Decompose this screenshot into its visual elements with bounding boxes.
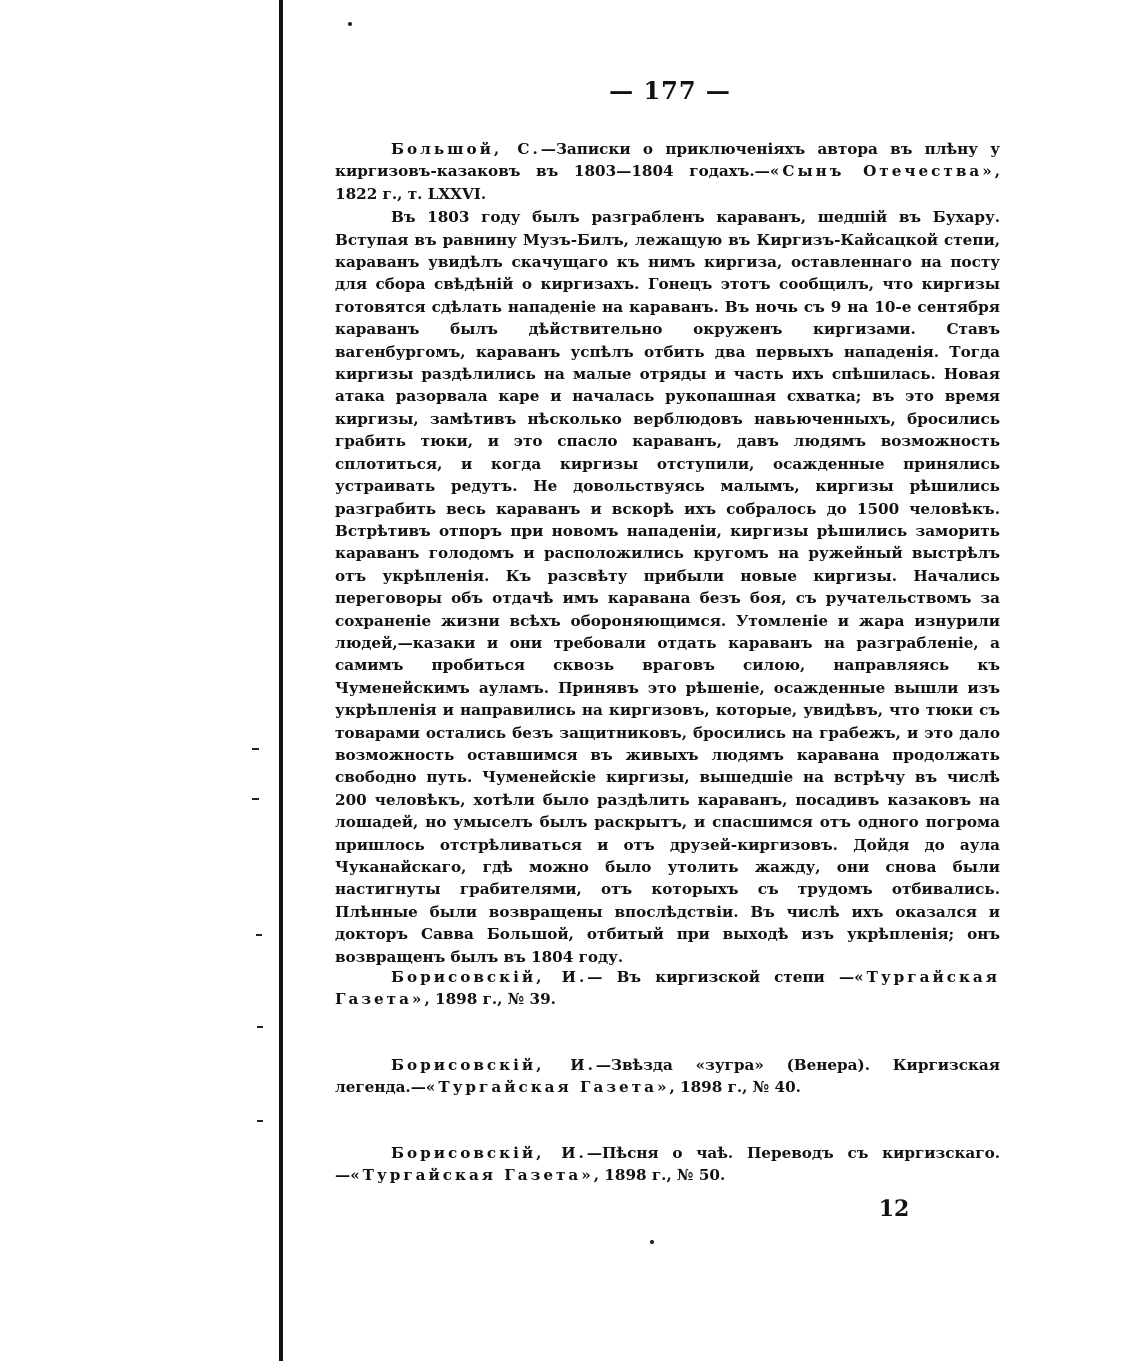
scan-speck [256,934,262,936]
entry-citation [335,138,1000,205]
scan-speck [348,22,352,26]
entry-citation [335,966,1000,1011]
entry-source: «Сынъ Отечества» [769,162,995,181]
signature-mark: 12 [878,1196,910,1222]
entry-source: «Тургайская Газета» [425,1078,670,1097]
scan-speck [257,1026,263,1028]
entry-title: —Звѣзда «зугра» (Венера). Киргизская легенда.— [335,1056,1000,1097]
entry-author: Борисовскій, И. [391,968,588,986]
entry-annotation: Въ 1803 году былъ разграбленъ караванъ, шедшій въ Бухару. Вступая въ равнину Музъ-Билъ, лежащую въ Киргизъ-Кайсацкой степи, караванъ увидѣлъ скачущаго къ нимъ киргиза, оставленнаго на посту для сбора свѣдѣній о киргизахъ. Гонецъ этотъ сообщилъ, что киргизы готовятся сдѣлать нападеніе на караванъ. Въ ночь съ 9 на 10-е сентября караванъ былъ дѣйствительно окруженъ киргизами. Ставъ вагенбургомъ, караванъ успѣлъ отбить два первыхъ нападенія. Тогда киргизы раздѣлились на малые отряды и часть ихъ спѣшилась. Новая атака разорвала каре и началась рукопашная схватка; въ это время киргизы, замѣтивъ нѣсколько верблюдовъ навьюченныхъ, бросились грабить тюки, и это спасло караванъ, давъ людямъ возможность сплотиться, и когда киргизы отступили, осажденные принялись устраивать редутъ. Не довольствуясь малымъ, киргизы рѣшились разграбить весь караванъ и вскорѣ ихъ собралось до 1500 человѣкъ. Встрѣтивъ отпоръ при новомъ нападеніи, киргизы рѣшились заморить караванъ голодомъ и расположились кругомъ на ружейный выстрѣлъ отъ укрѣпленія. Къ разсвѣту прибыли новые киргизы. Начались переговоры объ отдачѣ имъ каравана безъ боя, съ ручательствомъ за сохраненіе жизни всѣхъ обороняющимся. Утомленіе и жара изнурили людей,—казаки и они требовали отдать караванъ на разграбленіе, а самимъ пробиться сквозь враговъ силою, направляясь къ Чуменейскимъ ауламъ. Принявъ это рѣшеніе, осажденные вышли изъ укрѣпленія и направились на киргизовъ, которые, увидѣвъ, что тюки съ товарами остались безъ защитниковъ, бросились на грабежъ, и это дало возможность оставшимся въ живыхъ людямъ каравана продолжать свободно путь. Чуменейскіе киргизы, вышедшіе на встрѣчу въ числѣ 200 человѣкъ, хотѣли было раздѣлить караванъ, посадивъ казаковъ на лошадей, но умыселъ былъ раскрытъ, и спасшимся отъ одного погрома пришлось отстрѣливаться и отъ друзей-киргизовъ. Дойдя до аула Чуканайскаго, гдѣ можно было утолить жажду, они снова были настигнуты грабителями, отъ которыхъ съ трудомъ отбивались. Плѣнные были возвращены впослѣдствіи. Въ числѣ ихъ оказался и докторъ Савва Большой, отбитый при выходѣ изъ укрѣпленія; онъ возвращенъ былъ въ 1804 году. [335,208,1000,966]
entry-source: «Тургайская Газета» [335,968,1000,1009]
entry-details: , 1898 г., № 50. [593,1166,726,1185]
entry-details: , 1898 г., № 40. [669,1078,801,1097]
entry-details: , 1822 г., т. LXXVI. [335,162,1000,203]
entry-title: —Пѣсня о чаѣ. Переводъ съ киргизскаго.— [335,1144,1000,1185]
bibliography-entry [335,138,1000,968]
bibliography-entry [335,1142,1000,1187]
binding-margin-rule [279,0,283,1361]
entry-details: , 1898 г., № 39. [424,990,556,1009]
entry-source: «Тургайская Газета» [350,1166,594,1185]
entry-title: — Въ киргизской степи — [587,968,855,986]
page-number: — 177 — [609,76,731,105]
scan-speck [252,748,259,750]
entry-author: Борисовскій, И. [391,1056,596,1074]
scan-speck [252,798,259,800]
scan-speck [650,1240,654,1244]
entry-author: Большой, С. [391,140,541,158]
entry-citation [335,1054,1000,1099]
entry-title: —Записки о приключеніяхъ автора въ плѣну у киргизовъ-казаковъ въ 1803—1804 годахъ.— [335,140,1000,181]
bibliography-entry [335,966,1000,1011]
entry-author: Борисовскій, И. [391,1144,587,1162]
scan-speck [257,1120,263,1122]
entry-citation [335,1142,1000,1187]
bibliography-entry [335,1054,1000,1099]
